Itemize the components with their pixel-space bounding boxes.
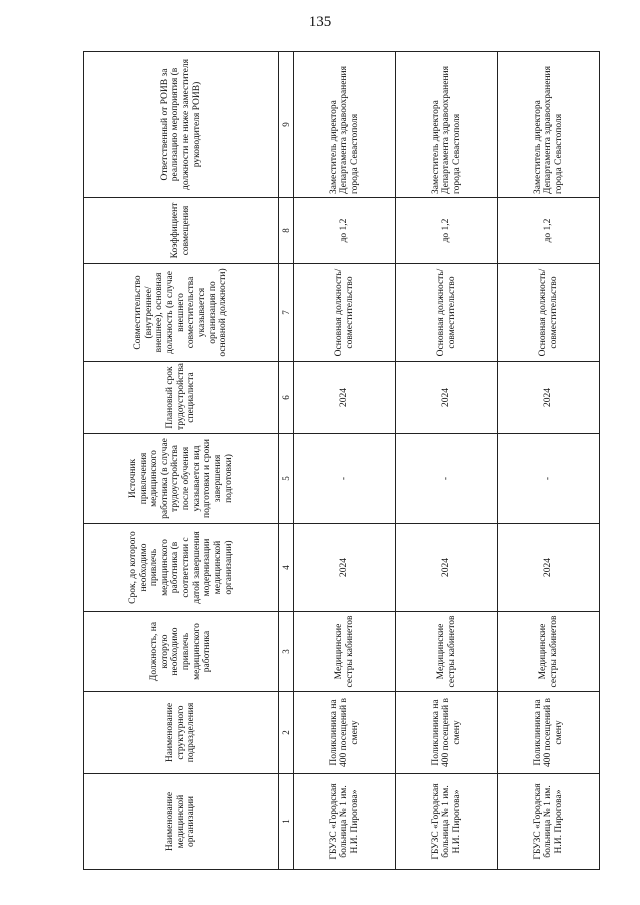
source-cell: - [396,434,498,524]
page-number: 135 [308,14,332,30]
source-cell: - [498,434,600,524]
rotated-table-container [83,52,599,870]
deadline-cell: 2024 [498,524,600,612]
column-number: 5 [279,434,294,524]
header-cell: Должность, на которую необходимо привлечь медицинского работника [84,612,279,692]
table-row [294,52,396,870]
column-number-row [279,52,294,870]
header-row [84,52,279,870]
subdivision-cell: Поликлиника на 400 посещений в смену [396,692,498,774]
subdivision-cell: Поликлиника на 400 посещений в смену [294,692,396,774]
header-cell: Наименование медицинской организации [84,774,279,870]
subdivision-cell: Поликлиника на 400 посещений в смену [498,692,600,774]
column-number: 1 [279,774,294,870]
organization-cell: ГБУЗС «Городская больница № 1 им. Н.И. Пирогова» [396,774,498,870]
header-cell: Совместительство (внутреннее/внешнее), основная должность (в случае внешнего совместительства указывается организация по основной должности) [84,264,279,362]
position-cell: Медицинские сестры кабинетов [294,612,396,692]
column-number: 6 [279,362,294,434]
header-cell: Срок, до которого необходимо привлечь медицинского работника (в соответствии с датой завершения модернизации медицинской организации) [84,524,279,612]
column-number: 3 [279,612,294,692]
column-number: 4 [279,524,294,612]
column-number: 9 [279,52,294,198]
header-cell: Плановый срок трудоустройства специалиста [84,362,279,434]
header-cell: Наименование структурного подразделения [84,692,279,774]
column-number: 2 [279,692,294,774]
planned-term-cell: 2024 [498,362,600,434]
organization-cell: ГБУЗС «Городская больница № 1 им. Н.И. Пирогова» [498,774,600,870]
organization-cell: ГБУЗС «Городская больница № 1 им. Н.И. Пирогова» [294,774,396,870]
column-number: 8 [279,198,294,264]
responsible-cell: Заместитель директора Департамента здравоохранения города Севастополя [396,52,498,198]
coefficient-cell: до 1,2 [498,198,600,264]
combination-cell: Основная должность/ совместительство [498,264,600,362]
combination-cell: Основная должность/ совместительство [294,264,396,362]
planned-term-cell: 2024 [396,362,498,434]
planned-term-cell: 2024 [294,362,396,434]
position-cell: Медицинские сестры кабинетов [498,612,600,692]
coefficient-cell: до 1,2 [294,198,396,264]
column-number: 7 [279,264,294,362]
combination-cell: Основная должность/ совместительство [396,264,498,362]
header-cell: Источник привлечения медицинского работника (в случае трудоустройства после обучения указывается вид подготовки и сроки завершения подготовки) [84,434,279,524]
header-cell: Ответственный от РОИВ за реализацию мероприятия (в должности не ниже заместителя руководителя РОИВ) [84,52,279,198]
staffing-table [83,51,600,870]
position-cell: Медицинские сестры кабинетов [396,612,498,692]
deadline-cell: 2024 [396,524,498,612]
table-row [498,52,600,870]
header-cell: Коэффициент совмещения [84,198,279,264]
source-cell: - [294,434,396,524]
responsible-cell: Заместитель директора Департамента здравоохранения города Севастополя [498,52,600,198]
deadline-cell: 2024 [294,524,396,612]
table-row [396,52,498,870]
coefficient-cell: до 1,2 [396,198,498,264]
responsible-cell: Заместитель директора Департамента здравоохранения города Севастополя [294,52,396,198]
